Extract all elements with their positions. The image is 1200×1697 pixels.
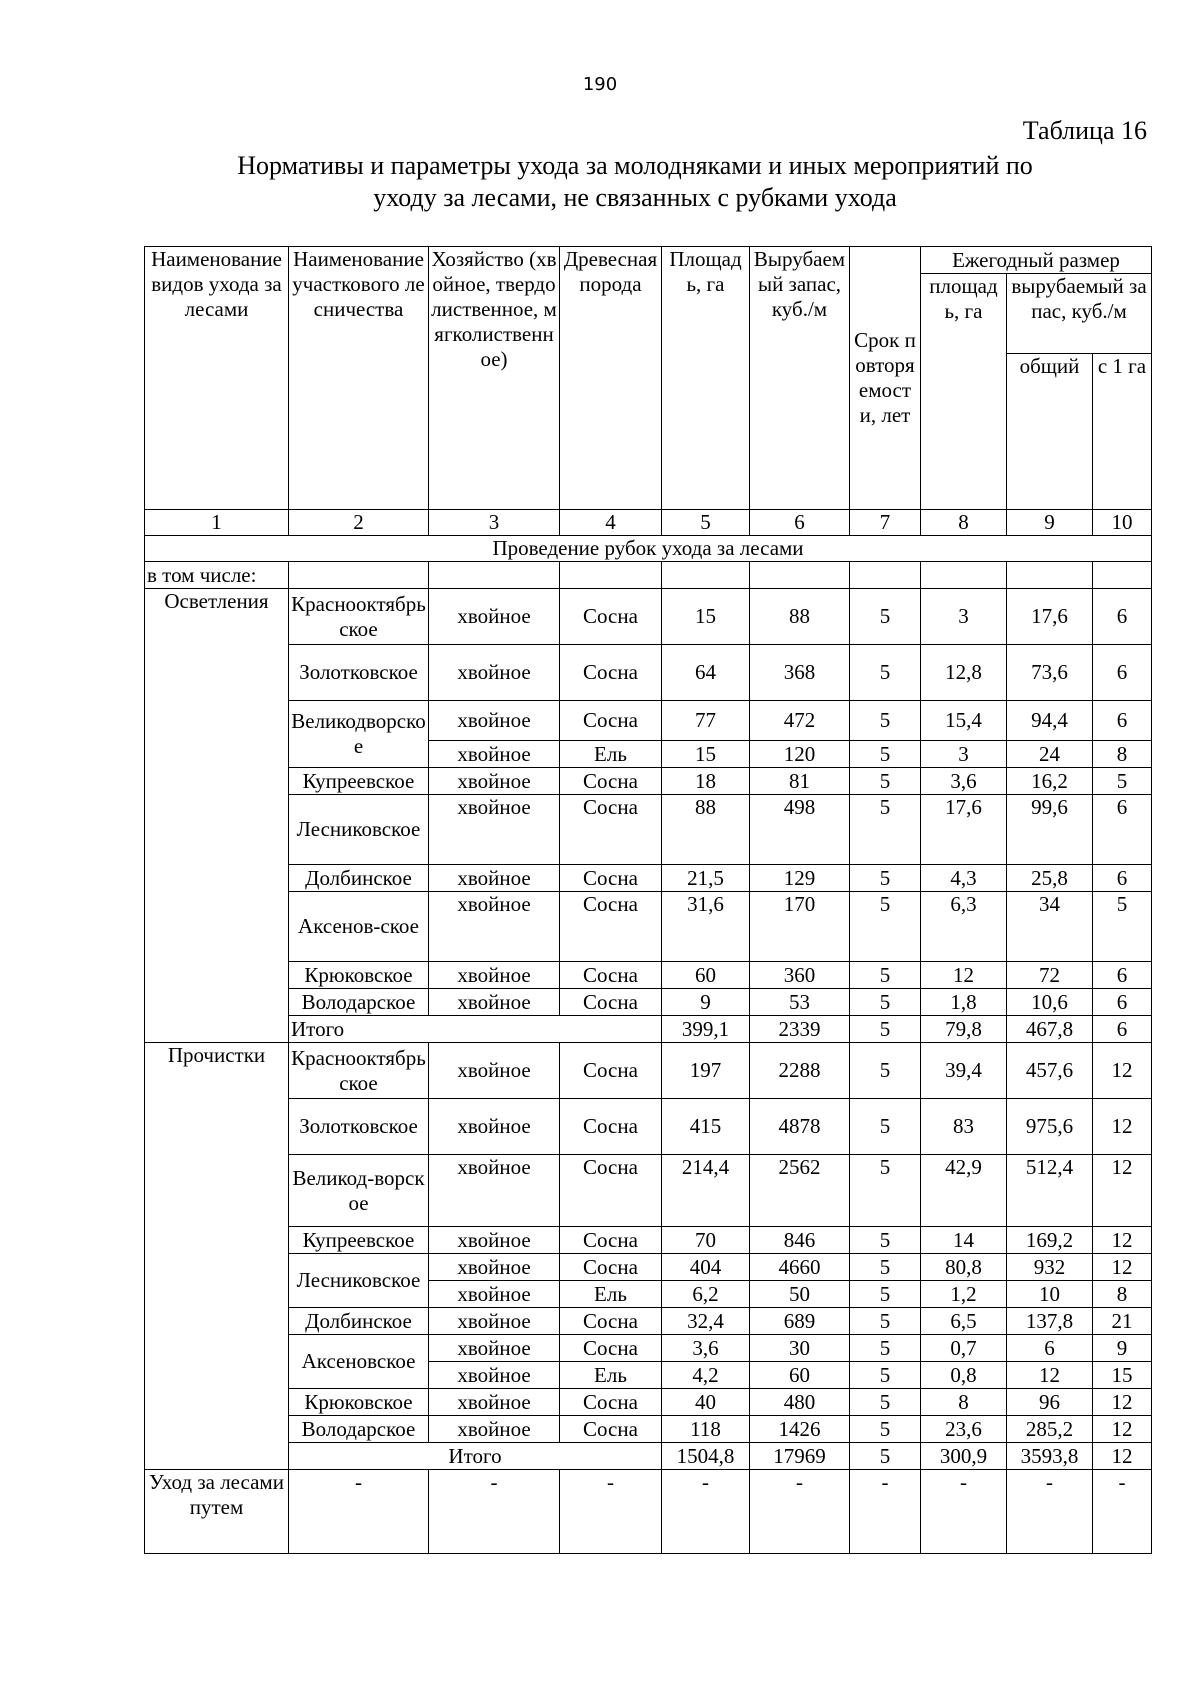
per-ha-cell: 12 — [1093, 1416, 1152, 1443]
district-cell: Володарское — [289, 1416, 429, 1443]
economy-cell: хвойное — [429, 1254, 560, 1281]
period-cell: 5 — [850, 1443, 921, 1470]
annual-stock-cell: 24 — [1007, 741, 1093, 768]
species-cell: Сосна — [560, 1335, 662, 1362]
area-cell: 77 — [662, 701, 750, 741]
area-cell: 31,6 — [662, 892, 750, 962]
dash-cell: - — [921, 1470, 1007, 1554]
period-cell: 5 — [850, 1227, 921, 1254]
annual-stock-cell: 94,4 — [1007, 701, 1093, 741]
area-cell: 88 — [662, 795, 750, 865]
annual-area-cell: 0,8 — [921, 1362, 1007, 1389]
stock-cell: 4878 — [750, 1099, 850, 1155]
dash-cell: - — [750, 1470, 850, 1554]
annual-area-cell: 79,8 — [921, 1016, 1007, 1043]
table-row — [145, 1043, 1152, 1099]
annual-area-cell: 4,3 — [921, 865, 1007, 892]
table-row — [145, 1254, 1152, 1281]
district-cell: Крюковское — [289, 962, 429, 989]
col-number: 9 — [1007, 510, 1093, 536]
species-cell: Ель — [560, 1281, 662, 1308]
annual-stock-cell: 457,6 — [1007, 1043, 1093, 1099]
col-number: 5 — [662, 510, 750, 536]
species-cell: Сосна — [560, 1043, 662, 1099]
stock-cell: 53 — [750, 989, 850, 1016]
area-cell: 214,4 — [662, 1155, 750, 1227]
district-cell: Володарское — [289, 989, 429, 1016]
dash-cell: - — [1007, 1470, 1093, 1554]
col-number: 10 — [1093, 510, 1152, 536]
area-cell: 9 — [662, 989, 750, 1016]
period-cell: 5 — [850, 795, 921, 865]
table-row — [145, 1308, 1152, 1335]
period-cell: 5 — [850, 1308, 921, 1335]
period-cell: 5 — [850, 1155, 921, 1227]
annual-stock-cell: 96 — [1007, 1389, 1093, 1416]
page-number: 190 — [582, 74, 618, 95]
species-cell: Сосна — [560, 645, 662, 701]
annual-stock-cell: 99,6 — [1007, 795, 1093, 865]
annual-stock-cell: 16,2 — [1007, 768, 1093, 795]
annual-area-cell: 80,8 — [921, 1254, 1007, 1281]
stock-cell: 846 — [750, 1227, 850, 1254]
stock-cell: 360 — [750, 962, 850, 989]
area-cell: 1504,8 — [662, 1443, 750, 1470]
economy-cell: хвойное — [429, 701, 560, 741]
area-cell: 118 — [662, 1416, 750, 1443]
header-care-type: Наименование видов ухода за лесами — [145, 247, 289, 510]
economy-cell: хвойное — [429, 795, 560, 865]
annual-stock-cell: 25,8 — [1007, 865, 1093, 892]
per-ha-cell: 12 — [1093, 1099, 1152, 1155]
area-cell: 399,1 — [662, 1016, 750, 1043]
annual-stock-cell: 10,6 — [1007, 989, 1093, 1016]
col-number: 4 — [560, 510, 662, 536]
area-cell: 404 — [662, 1254, 750, 1281]
period-cell: 5 — [850, 1389, 921, 1416]
annual-stock-cell: 285,2 — [1007, 1416, 1093, 1443]
economy-cell: хвойное — [429, 865, 560, 892]
district-cell: Купреевское — [289, 768, 429, 795]
care-type-uhod: Уход за лесами путем — [145, 1470, 289, 1554]
total-label: Итого — [289, 1016, 662, 1043]
economy-cell: хвойное — [429, 1389, 560, 1416]
annual-area-cell: 23,6 — [921, 1416, 1007, 1443]
header-annual-size: Ежегодный размер — [921, 247, 1152, 274]
dash-cell: - — [429, 1470, 560, 1554]
period-cell: 5 — [850, 701, 921, 741]
period-cell: 5 — [850, 1362, 921, 1389]
per-ha-cell: 6 — [1093, 962, 1152, 989]
dash-cell: - — [662, 1470, 750, 1554]
district-cell: Лесниковское — [289, 795, 429, 865]
period-cell: 5 — [850, 1416, 921, 1443]
stock-cell: 689 — [750, 1308, 850, 1335]
stock-cell: 170 — [750, 892, 850, 962]
stock-cell: 480 — [750, 1389, 850, 1416]
forest-care-table — [144, 246, 1152, 1554]
stock-cell: 2339 — [750, 1016, 850, 1043]
stock-cell: 30 — [750, 1335, 850, 1362]
per-ha-cell: 6 — [1093, 795, 1152, 865]
economy-cell: хвойное — [429, 1416, 560, 1443]
total-row — [145, 1016, 1152, 1043]
table-title — [205, 150, 1065, 214]
economy-cell: хвойное — [429, 1043, 560, 1099]
economy-cell: хвойное — [429, 589, 560, 645]
table-row — [145, 1099, 1152, 1155]
area-cell: 15 — [662, 589, 750, 645]
period-cell: 5 — [850, 1099, 921, 1155]
table-row — [145, 1416, 1152, 1443]
district-cell: Купреевское — [289, 1227, 429, 1254]
per-ha-cell: 21 — [1093, 1308, 1152, 1335]
stock-cell: 472 — [750, 701, 850, 741]
district-cell: Золотковское — [289, 645, 429, 701]
economy-cell: хвойное — [429, 892, 560, 962]
economy-cell: хвойное — [429, 989, 560, 1016]
per-ha-cell: 15 — [1093, 1362, 1152, 1389]
species-cell: Сосна — [560, 768, 662, 795]
annual-area-cell: 8 — [921, 1389, 1007, 1416]
district-cell: Лесниковское — [289, 1254, 429, 1308]
economy-cell: хвойное — [429, 1362, 560, 1389]
stock-cell: 60 — [750, 1362, 850, 1389]
species-cell: Сосна — [560, 1254, 662, 1281]
dash-cell: - — [289, 1470, 429, 1554]
period-cell: 5 — [850, 1335, 921, 1362]
table-row — [145, 768, 1152, 795]
header-stock-per-ha: с 1 га — [1093, 354, 1152, 510]
species-cell: Сосна — [560, 1155, 662, 1227]
stock-cell: 2562 — [750, 1155, 850, 1227]
annual-stock-cell: 17,6 — [1007, 589, 1093, 645]
stock-cell: 1426 — [750, 1416, 850, 1443]
annual-area-cell: 1,2 — [921, 1281, 1007, 1308]
period-cell: 5 — [850, 645, 921, 701]
header-repeat-period: Срок повторяемости, лет — [850, 247, 921, 510]
per-ha-cell: 12 — [1093, 1043, 1152, 1099]
economy-cell: хвойное — [429, 962, 560, 989]
title-line-1: Нормативы и параметры ухода за молодняками и иных мероприятий по — [237, 151, 1033, 180]
economy-cell: хвойное — [429, 1099, 560, 1155]
per-ha-cell: 5 — [1093, 892, 1152, 962]
col-number: 3 — [429, 510, 560, 536]
header-annual-area: площадь, га — [921, 274, 1007, 510]
species-cell: Сосна — [560, 865, 662, 892]
area-cell: 415 — [662, 1099, 750, 1155]
period-cell: 5 — [850, 1043, 921, 1099]
period-cell: 5 — [850, 768, 921, 795]
annual-stock-cell: 512,4 — [1007, 1155, 1093, 1227]
per-ha-cell: 8 — [1093, 741, 1152, 768]
annual-stock-cell: 73,6 — [1007, 645, 1093, 701]
header-stock-total: общий — [1007, 354, 1093, 510]
area-cell: 60 — [662, 962, 750, 989]
species-cell: Сосна — [560, 1308, 662, 1335]
annual-area-cell: 6,5 — [921, 1308, 1007, 1335]
economy-cell: хвойное — [429, 1335, 560, 1362]
annual-area-cell: 14 — [921, 1227, 1007, 1254]
table-row — [145, 989, 1152, 1016]
per-ha-cell: 12 — [1093, 1155, 1152, 1227]
period-cell: 5 — [850, 989, 921, 1016]
economy-cell: хвойное — [429, 768, 560, 795]
per-ha-cell: 12 — [1093, 1254, 1152, 1281]
period-cell: 5 — [850, 865, 921, 892]
area-cell: 18 — [662, 768, 750, 795]
table-label: Таблица 16 — [1022, 116, 1147, 145]
total-row — [145, 1443, 1152, 1470]
annual-area-cell: 15,4 — [921, 701, 1007, 741]
species-cell: Сосна — [560, 1099, 662, 1155]
stock-cell: 81 — [750, 768, 850, 795]
annual-stock-cell: 975,6 — [1007, 1099, 1093, 1155]
annual-area-cell: 42,9 — [921, 1155, 1007, 1227]
per-ha-cell: 8 — [1093, 1281, 1152, 1308]
area-cell: 32,4 — [662, 1308, 750, 1335]
stock-cell: 498 — [750, 795, 850, 865]
total-label: Итого — [289, 1443, 662, 1470]
stock-cell: 4660 — [750, 1254, 850, 1281]
area-cell: 197 — [662, 1043, 750, 1099]
stock-cell: 88 — [750, 589, 850, 645]
per-ha-cell: 5 — [1093, 768, 1152, 795]
col-number: 1 — [145, 510, 289, 536]
annual-stock-cell: 137,8 — [1007, 1308, 1093, 1335]
header-area: Площадь, га — [662, 247, 750, 510]
annual-area-cell: 17,6 — [921, 795, 1007, 865]
district-cell: Аксенов-ское — [289, 892, 429, 962]
header-cut-stock: Вырубаемый запас, куб./м — [750, 247, 850, 510]
area-cell: 64 — [662, 645, 750, 701]
annual-area-cell: 12 — [921, 962, 1007, 989]
annual-area-cell: 3,6 — [921, 768, 1007, 795]
table-row — [145, 1227, 1152, 1254]
annual-stock-cell: 72 — [1007, 962, 1093, 989]
district-cell: Великодворское — [289, 701, 429, 768]
table-row — [145, 701, 1152, 741]
table-row — [145, 1470, 1152, 1554]
district-cell: Долбинское — [289, 865, 429, 892]
district-cell: Долбинское — [289, 1308, 429, 1335]
dash-cell: - — [850, 1470, 921, 1554]
period-cell: 5 — [850, 589, 921, 645]
annual-stock-cell: 34 — [1007, 892, 1093, 962]
per-ha-cell: 6 — [1093, 701, 1152, 741]
area-cell: 3,6 — [662, 1335, 750, 1362]
per-ha-cell: 6 — [1093, 865, 1152, 892]
table-row — [145, 795, 1152, 865]
area-cell: 21,5 — [662, 865, 750, 892]
economy-cell: хвойное — [429, 645, 560, 701]
header-species: Древесная порода — [560, 247, 662, 510]
dash-cell: - — [560, 1470, 662, 1554]
species-cell: Сосна — [560, 589, 662, 645]
stock-cell: 50 — [750, 1281, 850, 1308]
annual-stock-cell: 10 — [1007, 1281, 1093, 1308]
table-row — [145, 1389, 1152, 1416]
col-number: 2 — [289, 510, 429, 536]
stock-cell: 129 — [750, 865, 850, 892]
district-cell: Краснооктябрьское — [289, 1043, 429, 1099]
annual-area-cell: 300,9 — [921, 1443, 1007, 1470]
annual-stock-cell: 169,2 — [1007, 1227, 1093, 1254]
period-cell: 5 — [850, 892, 921, 962]
species-cell: Сосна — [560, 989, 662, 1016]
annual-area-cell: 6,3 — [921, 892, 1007, 962]
title-line-2: уходу за лесами, не связанных с рубками ухода — [373, 183, 897, 212]
table-row — [145, 892, 1152, 962]
economy-cell: хвойное — [429, 1308, 560, 1335]
per-ha-cell: 9 — [1093, 1335, 1152, 1362]
per-ha-cell: 12 — [1093, 1443, 1152, 1470]
area-cell: 15 — [662, 741, 750, 768]
period-cell: 5 — [850, 1016, 921, 1043]
annual-area-cell: 3 — [921, 741, 1007, 768]
annual-area-cell: 83 — [921, 1099, 1007, 1155]
species-cell: Сосна — [560, 892, 662, 962]
species-cell: Ель — [560, 1362, 662, 1389]
table-row — [145, 865, 1152, 892]
species-cell: Сосна — [560, 795, 662, 865]
per-ha-cell: 6 — [1093, 589, 1152, 645]
district-cell: Краснооктябрьское — [289, 589, 429, 645]
per-ha-cell: 6 — [1093, 645, 1152, 701]
header-district: Наименование участкового лесничества — [289, 247, 429, 510]
annual-area-cell: 39,4 — [921, 1043, 1007, 1099]
stock-cell: 2288 — [750, 1043, 850, 1099]
species-cell: Сосна — [560, 1389, 662, 1416]
annual-stock-cell: 932 — [1007, 1254, 1093, 1281]
col-number: 6 — [750, 510, 850, 536]
col-number: 7 — [850, 510, 921, 536]
table-row — [145, 1335, 1152, 1362]
area-cell: 70 — [662, 1227, 750, 1254]
period-cell: 5 — [850, 741, 921, 768]
period-cell: 5 — [850, 962, 921, 989]
annual-stock-cell: 6 — [1007, 1335, 1093, 1362]
economy-cell: хвойное — [429, 741, 560, 768]
district-cell: Крюковское — [289, 1389, 429, 1416]
per-ha-cell: 6 — [1093, 1016, 1152, 1043]
species-cell: Сосна — [560, 1227, 662, 1254]
species-cell: Ель — [560, 741, 662, 768]
per-ha-cell: 6 — [1093, 989, 1152, 1016]
header-economy: Хозяйство (хвойное, твердолиственное, мягколиственное) — [429, 247, 560, 510]
annual-area-cell: 0,7 — [921, 1335, 1007, 1362]
dash-cell: - — [1093, 1470, 1152, 1554]
col-number: 8 — [921, 510, 1007, 536]
area-cell: 40 — [662, 1389, 750, 1416]
stock-cell: 368 — [750, 645, 850, 701]
care-type-prochistki: Прочистки — [145, 1043, 289, 1470]
economy-cell: хвойное — [429, 1155, 560, 1227]
species-cell: Сосна — [560, 1416, 662, 1443]
including-label: в том числе: — [145, 562, 289, 589]
species-cell: Сосна — [560, 701, 662, 741]
header-annual-stock: вырубаемый запас, куб./м — [1007, 274, 1152, 354]
per-ha-cell: 12 — [1093, 1389, 1152, 1416]
area-cell: 4,2 — [662, 1362, 750, 1389]
table-row — [145, 645, 1152, 701]
species-cell: Сосна — [560, 962, 662, 989]
district-cell: Аксеновское — [289, 1335, 429, 1389]
table-row — [145, 962, 1152, 989]
table-row — [145, 589, 1152, 645]
table-row — [145, 1155, 1152, 1227]
economy-cell: хвойное — [429, 1281, 560, 1308]
district-cell: Великод-ворское — [289, 1155, 429, 1227]
stock-cell: 17969 — [750, 1443, 850, 1470]
stock-cell: 120 — [750, 741, 850, 768]
economy-cell: хвойное — [429, 1227, 560, 1254]
section-title: Проведение рубок ухода за лесами — [145, 536, 1152, 562]
annual-area-cell: 12,8 — [921, 645, 1007, 701]
per-ha-cell: 12 — [1093, 1227, 1152, 1254]
annual-stock-cell: 3593,8 — [1007, 1443, 1093, 1470]
annual-stock-cell: 467,8 — [1007, 1016, 1093, 1043]
annual-stock-cell: 12 — [1007, 1362, 1093, 1389]
district-cell: Золотковское — [289, 1099, 429, 1155]
annual-area-cell: 1,8 — [921, 989, 1007, 1016]
annual-area-cell: 3 — [921, 589, 1007, 645]
care-type-osvetleniya: Осветления — [145, 589, 289, 1043]
column-numbers-row — [145, 510, 1152, 536]
area-cell: 6,2 — [662, 1281, 750, 1308]
period-cell: 5 — [850, 1281, 921, 1308]
period-cell: 5 — [850, 1254, 921, 1281]
